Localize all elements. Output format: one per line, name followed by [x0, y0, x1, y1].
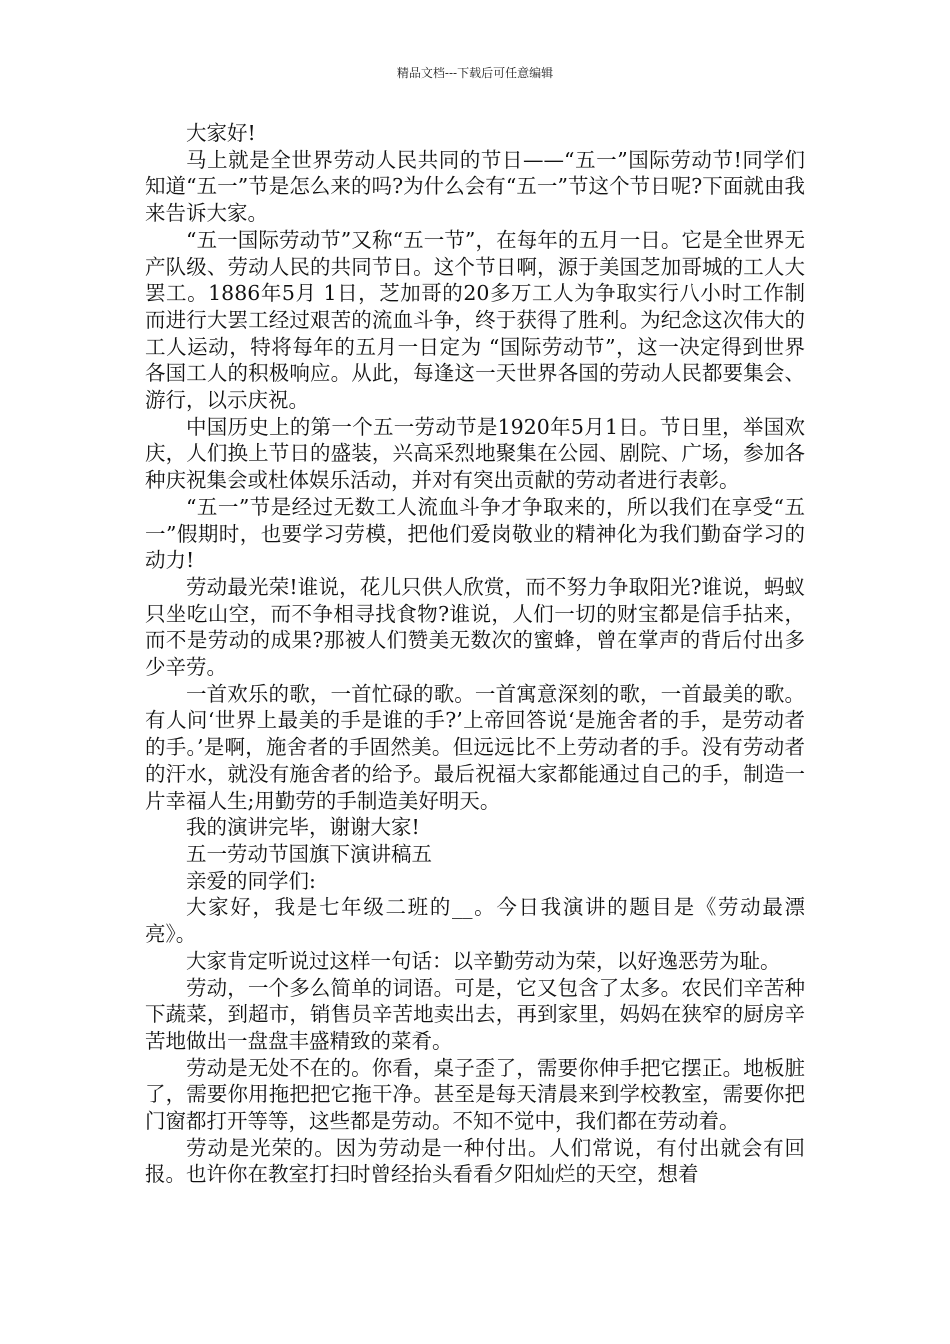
paragraph-salutation: 亲爱的同学们: [186, 868, 316, 893]
paragraph-closing: 我的演讲完毕，谢谢大家! [186, 815, 420, 840]
page-header: 精品文档---下载后可任意编辑 [396, 66, 554, 80]
paragraph-history: “五一国际劳动节”又称“五一节”，在每年的五月一日。它是全世界无产队级、劳动人民的共同节日。这个节日啊，源于美国芝加哥城的工人大罢工。1886年5月 1日，芝加哥的20多万工人为争取实行八小时工作制而进行大罢工经过艰苦的流血斗争，终于获得了胜利。为纪念这次伟大的工人运动，特将每年的五月一日定为 “国际劳动节”，这一决定得到世界各国工人的积极响应。从此，每逢这一天世界各国的劳动人民都要集会、游行，以示庆祝。 [145, 227, 805, 413]
paragraph-saying: 大家肯定听说过这样一句话：以辛勤劳动为荣，以好逸恶劳为耻。 [186, 948, 781, 973]
paragraph-labor-honor: 劳动是光荣的。因为劳动是一种付出。人们常说，有付出就会有回报。也许你在教室打扫时曾经抬头看看夕阳灿烂的天空，想着 [145, 1135, 805, 1187]
document-body [145, 120, 805, 1188]
paragraph-greeting: 大家好! [186, 121, 256, 145]
paragraph-speech-title: 五一劳动节国旗下演讲稿五 [186, 841, 432, 866]
paragraph-song: 一首欢乐的歌，一首忙碌的歌。一首寓意深刻的歌，一首最美的歌。有人问‘世界上最美的手是谁的手?’上帝回答说‘是施舍者的手，是劳动者的手。’是啊，施舍者的手固然美。但远远比不上劳动者的手。没有劳动者的汗水，就没有施舍者的给予。最后祝福大家都能通过自己的手，制造一片幸福人生;用勤劳的手制造美好明天。 [145, 681, 805, 813]
paragraph-labor-everywhere: 劳动是无处不在的。你看，桌子歪了，需要你伸手把它摆正。地板脏了，需要你用拖把把它拖干净。甚至是每天清晨来到学校教室，需要你把门窗都打开等等，这些都是劳动。不知不觉中，我们都在劳动着。 [145, 1055, 805, 1134]
paragraph-self-intro: 大家好，我是七年级二班的__。今日我演讲的题目是《劳动最漂亮》。 [145, 895, 805, 947]
paragraph-intro: 马上就是全世界劳动人民共同的节日——“五一”国际劳动节!同学们知道“五一”节是怎么来的吗?为什么会有“五一”节这个节日呢?下面就由我来告诉大家。 [145, 147, 805, 226]
paragraph-china-history: 中国历史上的第一个五一劳动节是1920年5月1日。节日里，举国欢庆，人们换上节日的盛装，兴高采烈地聚集在公园、剧院、广场，参加各种庆祝集会或杜体娱乐活动，并对有突出贡献的劳动者进行表彰。 [145, 414, 805, 493]
paragraph-labor-simple: 劳动，一个多么简单的词语。可是，它又包含了太多。农民们辛苦种下蔬菜，到超市，销售员辛苦地卖出去，再到家里，妈妈在狭窄的厨房辛苦地做出一盘盘丰盛精致的菜肴。 [145, 975, 805, 1053]
paragraph-learn-models: “五一”节是经过无数工人流血斗争才争取来的，所以我们在享受“五一”假期时，也要学习劳模，把他们爱岗敬业的精神化为我们勤奋学习的动力! [145, 494, 805, 573]
paragraph-labor-glorious: 劳动最光荣!谁说，花儿只供人欣赏，而不努力争取阳光?谁说，蚂蚁只坐吃山空，而不争相寻找食物?谁说，人们一切的财宝都是信手拈来，而不是劳动的成果?那被人们赞美无数次的蜜蜂，曾在掌声的背后付出多少辛劳。 [145, 574, 805, 680]
